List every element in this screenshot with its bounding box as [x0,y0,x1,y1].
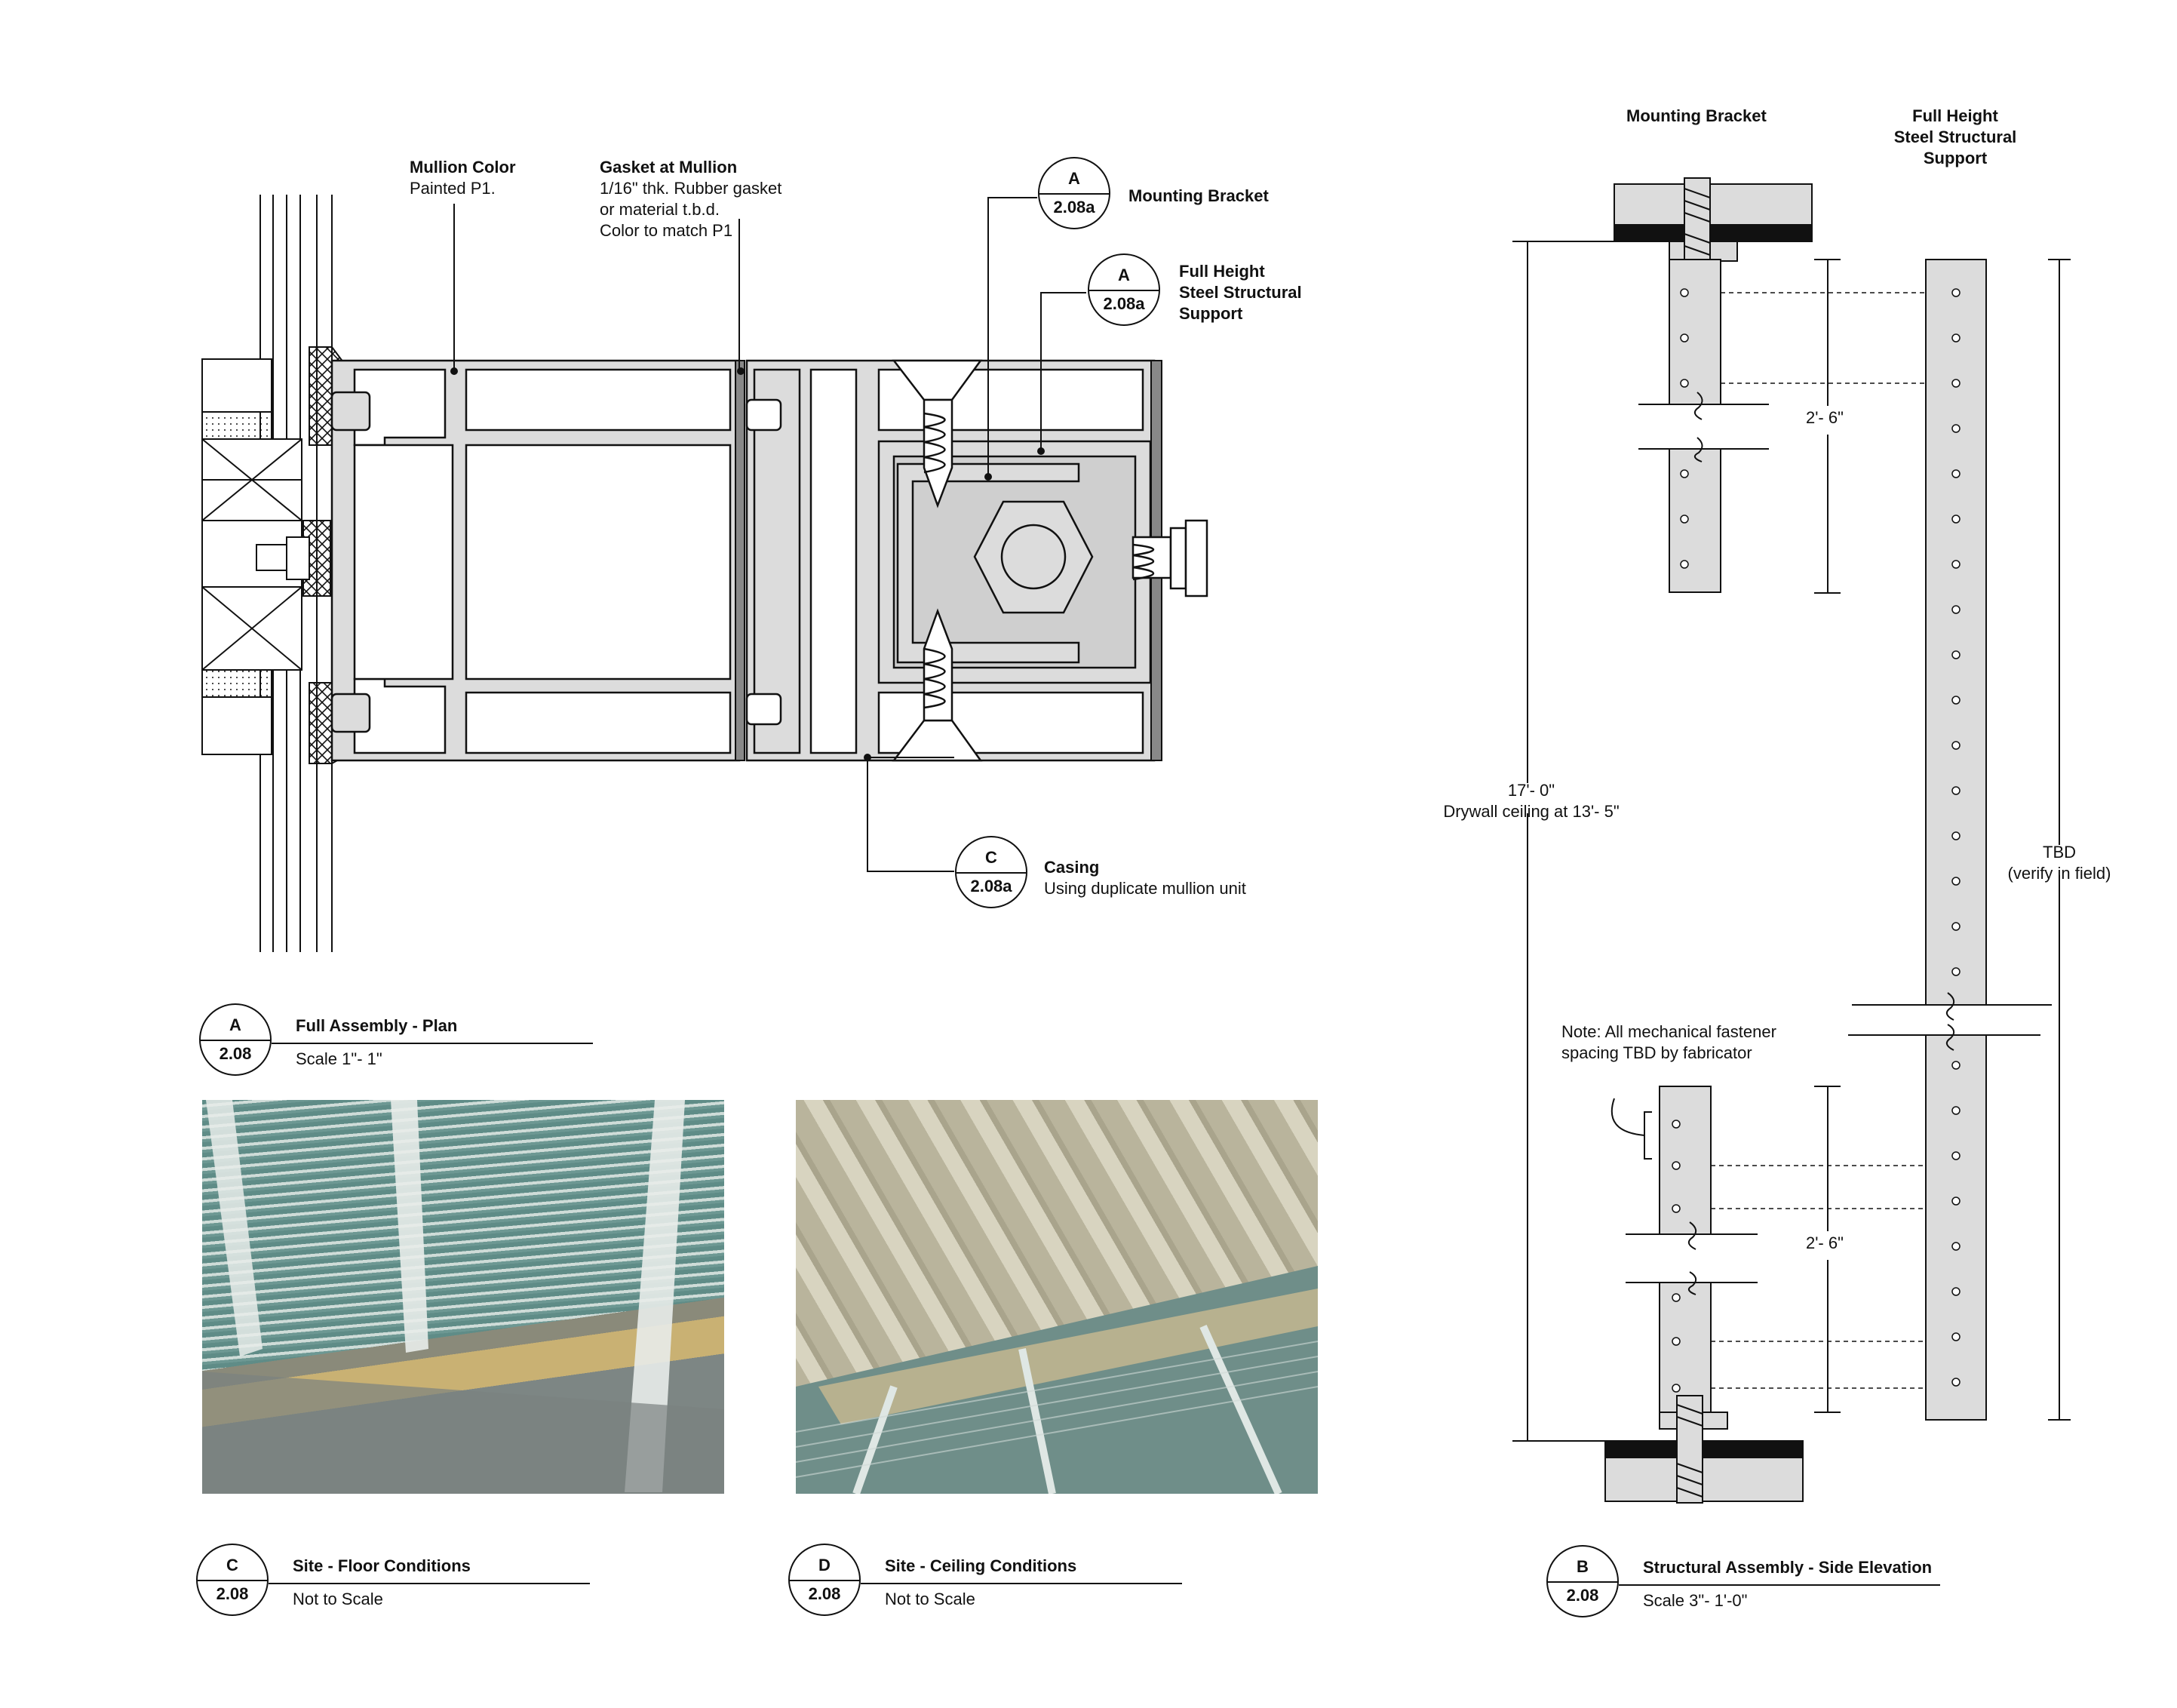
gasket-line-2: or material t.b.d. [600,200,720,219]
elevation-title-rule [1619,1584,1940,1586]
title-letter: A [229,1015,241,1034]
dim-tbd-line-1: TBD [2043,843,2076,862]
dim-overall [1433,780,1629,822]
title-sheet: 2.08 [1566,1586,1599,1605]
dim-overall-line-1: 17'- 0" [1507,781,1555,800]
dim-overall-line-2: Drywall ceiling at 13'- 5" [1443,802,1620,821]
support-header-line-1: Full Height [1912,106,1998,125]
gasket-label [600,157,781,241]
title-letter: B [1577,1557,1589,1576]
title-bubble-ceiling [788,1544,861,1616]
ceiling-title: Site - Ceiling Conditions [885,1556,1077,1575]
mullion-color-title: Mullion Color [410,158,516,177]
fastener-note [1561,1021,1776,1064]
support-header-line-2: Steel Structural [1893,127,2017,146]
ceiling-title-rule [861,1583,1182,1584]
floor-title-rule [269,1583,590,1584]
elevation-bracket-header: Mounting Bracket [1626,106,1767,125]
floor-title: Site - Floor Conditions [293,1556,471,1575]
mounting-bracket-label: Mounting Bracket [1128,186,1269,205]
ceiling-conditions-photo [796,1100,1318,1494]
casing-text: Using duplicate mullion unit [1044,879,1246,898]
note-line-2: spacing TBD by fabricator [1561,1043,1752,1062]
ceiling-scale: Not to Scale [885,1590,975,1608]
ref-bubble-sheet: 2.08a [970,877,1012,895]
elevation-scale: Scale 3"- 1'-0" [1643,1591,1748,1610]
dim-tbd-line-2: (verify in field) [2007,864,2111,883]
plan-scale: Scale 1"- 1" [296,1049,382,1068]
ref-bubble-bracket [1038,157,1110,229]
casing-label [1044,857,1246,899]
title-sheet: 2.08 [219,1044,252,1063]
support-line-1: Full Height [1179,262,1265,281]
mullion-color-text: Painted P1. [410,179,496,198]
mullion-color-label [410,157,516,199]
ref-bubble-support [1088,253,1160,326]
ref-bubble-sheet: 2.08a [1103,294,1145,313]
ref-bubble-letter: C [985,848,997,867]
casing-title: Casing [1044,858,1100,877]
title-bubble-plan [199,1003,272,1076]
gasket-title: Gasket at Mullion [600,158,738,177]
support-line-3: Support [1179,304,1243,323]
title-sheet: 2.08 [216,1584,249,1603]
elevation-support-header [1890,106,2020,169]
title-letter: D [818,1556,831,1574]
support-header-line-3: Support [1923,149,1988,167]
gasket-line-3: Color to match P1 [600,221,733,240]
support-line-2: Steel Structural [1179,283,1302,302]
floor-conditions-photo [202,1100,724,1494]
ref-bubble-sheet: 2.08a [1053,198,1095,217]
title-bubble-floor [196,1544,269,1616]
plan-title-rule [272,1043,593,1044]
ref-bubble-letter: A [1068,169,1080,188]
dim-bottom: 2'- 6" [1806,1233,1844,1252]
plan-title: Full Assembly - Plan [296,1016,458,1035]
ref-bubble-letter: A [1118,266,1130,284]
dim-top: 2'- 6" [1806,408,1844,427]
elevation-title: Structural Assembly - Side Elevation [1643,1558,1933,1577]
dim-tbd [1999,842,2120,884]
full-height-support-label [1179,261,1302,324]
title-letter: C [226,1556,238,1574]
title-sheet: 2.08 [808,1584,841,1603]
title-bubble-elevation [1546,1545,1619,1617]
gasket-line-1: 1/16" thk. Rubber gasket [600,179,782,198]
ref-bubble-casing [955,836,1027,908]
note-line-1: Note: All mechanical fastener [1561,1022,1776,1041]
floor-scale: Not to Scale [293,1590,383,1608]
